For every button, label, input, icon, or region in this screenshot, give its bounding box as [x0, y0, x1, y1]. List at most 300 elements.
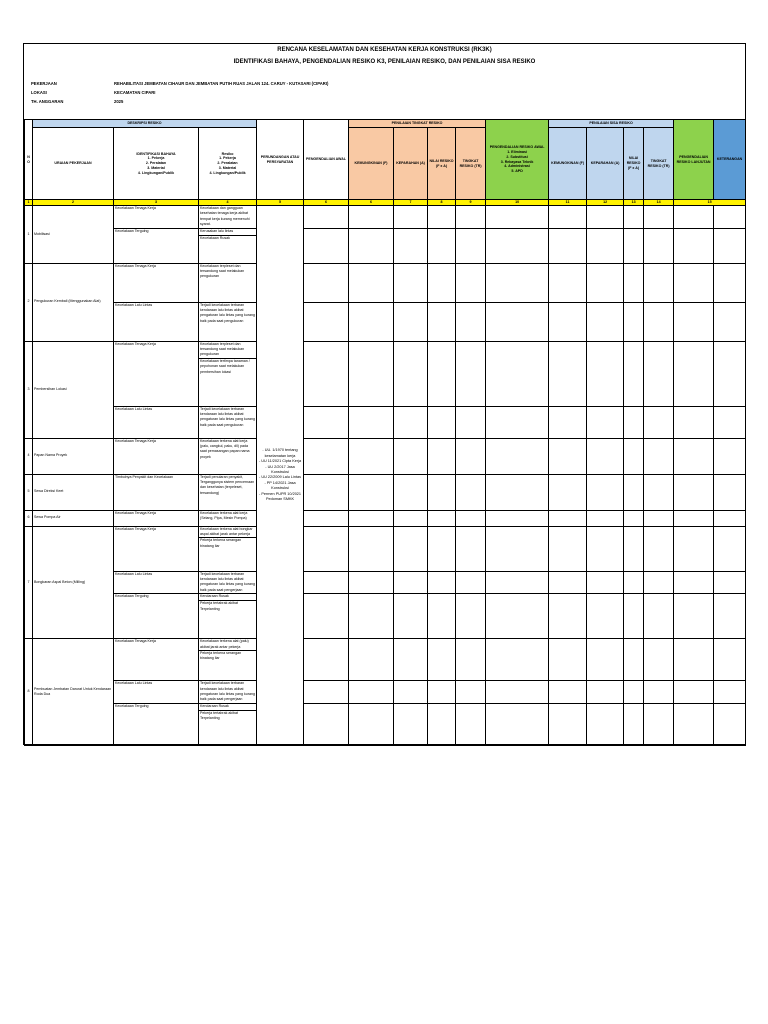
header-keparahan: KEPARAHAN (A)	[394, 128, 428, 200]
empty-cell	[714, 571, 746, 594]
empty-cell	[644, 341, 674, 406]
uraian-pekerjaan: Sewa Pompa Air	[33, 510, 114, 526]
empty-cell	[674, 438, 714, 474]
header-no: NO	[25, 120, 33, 200]
empty-cell	[349, 474, 394, 510]
pekerjaan-value: REHABILITASI JEMBATAN CIHAUR DAN JEMBATAN PUTIH RUAS JALAN 124. CARUY - KUTASARI (CIPARI)	[114, 81, 329, 86]
empty-cell	[304, 341, 349, 406]
empty-cell	[674, 302, 714, 341]
header-perundangan: PERUNDANGAN ATAU PERSYARATAN	[257, 120, 304, 200]
identifikasi-bahaya: Kecelakaan Tenaga Kerja	[114, 438, 199, 474]
empty-cell	[624, 594, 644, 639]
empty-cell	[549, 639, 587, 681]
empty-cell	[394, 474, 428, 510]
empty-cell	[486, 639, 549, 681]
resiko-cell	[199, 406, 257, 438]
empty-cell	[456, 228, 486, 263]
column-number: 5	[257, 200, 304, 206]
empty-cell	[587, 206, 624, 229]
empty-cell	[624, 228, 644, 263]
empty-cell	[549, 341, 587, 406]
uraian-pekerjaan: Sewa Direksi Keet	[33, 474, 114, 510]
empty-cell	[349, 510, 394, 526]
header-tingkat-sisa: TINGKAT RESIKO (TR)	[644, 128, 674, 200]
empty-cell	[349, 571, 394, 594]
empty-cell	[624, 703, 644, 745]
empty-cell	[428, 406, 456, 438]
empty-cell	[349, 206, 394, 229]
empty-cell	[486, 526, 549, 571]
empty-cell	[674, 681, 714, 704]
empty-cell	[394, 263, 428, 302]
empty-cell	[394, 594, 428, 639]
resiko-text: Kecelakaan terkena alat kerja (palu, cangkul, paku, dll) pada saat pemasangan papan nama proyek	[200, 438, 250, 459]
column-number: 6	[304, 200, 349, 206]
resiko-text: Pekerja terkena serangan binatang liar	[200, 538, 242, 548]
uraian-pekerjaan: Pembersihan Lokasi	[33, 341, 114, 438]
column-number: 3	[114, 200, 199, 206]
empty-cell	[549, 594, 587, 639]
table-row	[25, 639, 746, 681]
empty-cell	[394, 681, 428, 704]
empty-cell	[624, 571, 644, 594]
resiko-cell	[199, 571, 257, 594]
resiko-cell	[199, 206, 257, 229]
empty-cell	[644, 571, 674, 594]
empty-cell	[714, 681, 746, 704]
empty-cell	[394, 228, 428, 263]
column-number: 12	[587, 200, 624, 206]
empty-cell	[304, 510, 349, 526]
empty-cell	[304, 526, 349, 571]
identifikasi-bahaya: Kecelakaan Tenaga Kerja	[114, 510, 199, 526]
resiko-cell	[199, 703, 257, 745]
column-number: 6	[349, 200, 394, 206]
empty-cell	[349, 341, 394, 406]
identifikasi-bahaya: Kecelakaan Tenaga Kerja	[114, 341, 199, 406]
empty-cell	[486, 510, 549, 526]
empty-cell	[304, 594, 349, 639]
resiko-text: Kecelakaan dan gangguan kesehatan tenaga kerja akibat tempat kerja kurang memenuhi syarat.	[200, 206, 250, 227]
empty-cell	[456, 526, 486, 571]
row-number: 8	[25, 639, 33, 746]
empty-cell	[549, 206, 587, 229]
empty-cell	[674, 639, 714, 681]
table-row	[25, 228, 746, 263]
identifikasi-bahaya: Kecelakaan Lalu Lintas	[114, 681, 199, 704]
empty-cell	[349, 406, 394, 438]
empty-cell	[644, 228, 674, 263]
empty-cell	[644, 639, 674, 681]
empty-cell	[428, 703, 456, 745]
empty-cell	[394, 438, 428, 474]
empty-cell	[714, 406, 746, 438]
identifikasi-bahaya: Kecelakaan Tenaga Kerja	[114, 263, 199, 302]
empty-cell	[394, 526, 428, 571]
column-number: 13	[624, 200, 644, 206]
empty-cell	[456, 263, 486, 302]
empty-cell	[624, 341, 644, 406]
header-nilai: NILAI RESIKO (F x A)	[428, 128, 456, 200]
row-number: 4	[25, 438, 33, 474]
empty-cell	[394, 302, 428, 341]
resiko-text: Pekerja tertabrak akibat Terpelanting	[200, 601, 238, 611]
empty-cell	[486, 474, 549, 510]
empty-cell	[587, 302, 624, 341]
empty-cell	[644, 406, 674, 438]
empty-cell	[394, 406, 428, 438]
empty-cell	[304, 681, 349, 704]
empty-cell	[349, 302, 394, 341]
table-row	[25, 263, 746, 302]
empty-cell	[349, 228, 394, 263]
tahun-anggaran-value: 2025	[114, 99, 124, 104]
empty-cell	[349, 438, 394, 474]
empty-cell	[486, 341, 549, 406]
empty-cell	[714, 263, 746, 302]
empty-cell	[486, 571, 549, 594]
empty-cell	[674, 510, 714, 526]
empty-cell	[587, 510, 624, 526]
header-identifikasi: IDENTIFIKASI BAHAYA 1. Pekerja 2. Peralatan 3. Material 4. Lingkungan/Publik	[114, 128, 199, 200]
table-row	[25, 438, 746, 474]
lokasi-value: KECAMATAN CIPARI	[114, 90, 156, 95]
empty-cell	[549, 703, 587, 745]
header-kemungkinan-sisa: KEMUNGKINAN (F)	[549, 128, 587, 200]
identifikasi-bahaya: Timbulnya Penyakit dan Kecelakaan	[114, 474, 199, 510]
header-kemungkinan: KEMUNGKINAN (F)	[349, 128, 394, 200]
empty-cell	[674, 341, 714, 406]
header-keparahan-sisa: KEPARAHAN (A)	[587, 128, 624, 200]
empty-cell	[456, 206, 486, 229]
empty-cell	[456, 703, 486, 745]
empty-cell	[349, 681, 394, 704]
empty-cell	[624, 510, 644, 526]
header-pengendalian-awal: PENGENDALIAN AWAL	[304, 120, 349, 200]
perundangan-text: - UU. 1/1970 tentang keselamatan kerja - UU 11/2021 Cipta Kerja - UU 2/2017 Jasa Konstruksi - UU 22/2009 Lalu Lintas - PP 14/2021 Jasa Konstruksi - Permen PUPR 10/2021 Pedoman SMKK	[257, 206, 304, 746]
empty-cell	[624, 474, 644, 510]
empty-cell	[644, 510, 674, 526]
resiko-cell	[199, 474, 257, 510]
empty-cell	[394, 341, 428, 406]
empty-cell	[304, 263, 349, 302]
empty-cell	[428, 526, 456, 571]
resiko-cell	[199, 228, 257, 263]
table-row	[25, 341, 746, 406]
empty-cell	[428, 438, 456, 474]
empty-cell	[624, 406, 644, 438]
empty-cell	[624, 639, 644, 681]
resiko-text: Kerusakan lalu lintas	[199, 229, 256, 236]
header-sisa: PENILAIAN SISA RESIKO	[549, 120, 674, 128]
empty-cell	[674, 594, 714, 639]
empty-cell	[304, 438, 349, 474]
resiko-text: Terjadi penularan penyakit, Terganggunya sistem pencernaan dan kesehatan (terpeleset, tersandung)	[200, 474, 255, 495]
empty-cell	[456, 438, 486, 474]
table-row	[25, 703, 746, 745]
table-row	[25, 571, 746, 594]
empty-cell	[714, 526, 746, 571]
empty-cell	[714, 228, 746, 263]
row-number: 6	[25, 510, 33, 526]
empty-cell	[304, 571, 349, 594]
row-number: 1	[25, 206, 33, 264]
resiko-text: Pekerja terkena serangan binatang liar	[200, 651, 242, 661]
empty-cell	[587, 681, 624, 704]
empty-cell	[304, 474, 349, 510]
empty-cell	[674, 406, 714, 438]
header-nilai-sisa: NILAI RESIKO (F x A)	[624, 128, 644, 200]
uraian-pekerjaan: Pembuatan Jembatan Darurat Untuk Kendaraan Roda Dua	[33, 639, 114, 746]
identifikasi-bahaya: Kecelakaan Lalu Lintas	[114, 302, 199, 341]
empty-cell	[549, 474, 587, 510]
empty-cell	[456, 406, 486, 438]
header-pengendalian-resiko: PENGENDALIAN RESIKO AWAL 1. Eliminasi 2. Substitusi 3. Rekayasa Teknik 4. Administrasi 5. APD	[486, 120, 549, 200]
resiko-text: Kendaraan Rusak	[199, 704, 256, 711]
resiko-text: Kendaraan Rusak	[199, 594, 256, 601]
identifikasi-bahaya: Kecelakaan Tergulng	[114, 703, 199, 745]
empty-cell	[587, 341, 624, 406]
empty-cell	[714, 206, 746, 229]
table-row	[25, 474, 746, 510]
uraian-pekerjaan: Papan Nama Proyek	[33, 438, 114, 474]
empty-cell	[304, 703, 349, 745]
empty-cell	[456, 474, 486, 510]
uraian-pekerjaan: Pengukuran Kembali (Menggunakan Alat)	[33, 263, 114, 341]
empty-cell	[674, 703, 714, 745]
empty-cell	[486, 206, 549, 229]
empty-cell	[394, 571, 428, 594]
empty-cell	[674, 526, 714, 571]
empty-cell	[714, 302, 746, 341]
empty-cell	[587, 406, 624, 438]
empty-cell	[624, 206, 644, 229]
resiko-text: Kecelakaan Rusak	[200, 235, 230, 240]
empty-cell	[624, 263, 644, 302]
resiko-cell	[199, 681, 257, 704]
empty-cell	[549, 302, 587, 341]
resiko-cell	[199, 341, 257, 406]
column-number: 14	[644, 200, 674, 206]
empty-cell	[428, 341, 456, 406]
empty-cell	[644, 594, 674, 639]
empty-cell	[304, 639, 349, 681]
resiko-text: Kecelakaan terkena alat (palu) akibat jarak antar pekerja	[199, 639, 256, 651]
column-number: 1	[25, 200, 33, 206]
empty-cell	[304, 228, 349, 263]
empty-cell	[486, 681, 549, 704]
empty-cell	[644, 206, 674, 229]
table-row	[25, 302, 746, 341]
header-penilaian: PENILAIAN TINGKAT RESIKO	[349, 120, 486, 128]
empty-cell	[549, 228, 587, 263]
empty-cell	[644, 703, 674, 745]
empty-cell	[644, 526, 674, 571]
empty-cell	[486, 302, 549, 341]
resiko-cell	[199, 639, 257, 681]
column-number: 2	[33, 200, 114, 206]
column-number: 9	[456, 200, 486, 206]
empty-cell	[428, 302, 456, 341]
empty-cell	[624, 681, 644, 704]
empty-cell	[714, 474, 746, 510]
empty-cell	[456, 571, 486, 594]
empty-cell	[644, 263, 674, 302]
table-row	[25, 681, 746, 704]
table-row	[25, 206, 746, 229]
empty-cell	[674, 474, 714, 510]
empty-cell	[587, 228, 624, 263]
resiko-text: Kecelakaan terpleset dan tersandung saat melakukan pengukuran	[200, 263, 245, 279]
identifikasi-bahaya: Kecelakaan Tergulng	[114, 228, 199, 263]
empty-cell	[349, 594, 394, 639]
rk3k-sheet	[23, 43, 746, 745]
empty-cell	[304, 206, 349, 229]
column-number: 11	[549, 200, 587, 206]
empty-cell	[587, 703, 624, 745]
column-number: 10	[486, 200, 549, 206]
empty-cell	[587, 571, 624, 594]
empty-cell	[456, 341, 486, 406]
empty-cell	[428, 594, 456, 639]
pekerjaan-label: PEKERJAAN	[31, 81, 57, 86]
empty-cell	[456, 510, 486, 526]
uraian-pekerjaan: Mobilisasi	[33, 206, 114, 264]
empty-cell	[549, 681, 587, 704]
resiko-text: Terjadi kecelakaan terbaran kendaraan lalu lintas akibat pengaturan lalu lintas yang kurang baik pada saat pengukuran	[200, 406, 255, 427]
empty-cell	[394, 639, 428, 681]
empty-cell	[349, 263, 394, 302]
empty-cell	[624, 302, 644, 341]
empty-cell	[394, 510, 428, 526]
resiko-text: Kecelakaan tertimpa tanaman / pepohonan saat melakukan pembersihan lokasi	[200, 358, 250, 374]
table-row	[25, 406, 746, 438]
resiko-cell	[199, 302, 257, 341]
empty-cell	[587, 438, 624, 474]
resiko-text: Terjadi kecelakaan terbaran kendaraan lalu lintas akibat pengaturan lalu lintas yang kurang baik pada saat pengerjaan	[200, 571, 255, 592]
empty-cell	[486, 228, 549, 263]
empty-cell	[428, 681, 456, 704]
row-number: 3	[25, 341, 33, 438]
resiko-cell	[199, 438, 257, 474]
empty-cell	[549, 571, 587, 594]
empty-cell	[549, 406, 587, 438]
empty-cell	[486, 438, 549, 474]
document-subtitle: IDENTIFIKASI BAHAYA, PENGENDALIAN RESIKO K3, PENILAIAN RESIKO, DAN PENILAIAN SISA RESIKO	[233, 59, 536, 65]
empty-cell	[624, 526, 644, 571]
empty-cell	[674, 571, 714, 594]
column-number: 8	[428, 200, 456, 206]
empty-cell	[486, 703, 549, 745]
empty-cell	[714, 341, 746, 406]
empty-cell	[587, 263, 624, 302]
empty-cell	[428, 571, 456, 594]
empty-cell	[587, 526, 624, 571]
resiko-cell	[199, 263, 257, 302]
empty-cell	[428, 510, 456, 526]
row-number: 5	[25, 474, 33, 510]
empty-cell	[349, 703, 394, 745]
table-row	[25, 526, 746, 571]
header-keterangan: KETERANGAN	[714, 120, 746, 200]
header-resiko: Resiko 1. Pekerja 2. Peralatan 3. Material 4. Lingkungan/Publik	[199, 128, 257, 200]
empty-cell	[549, 526, 587, 571]
resiko-cell	[199, 510, 257, 526]
uraian-pekerjaan: Bongkaran Aspal Beton (Milling)	[33, 526, 114, 639]
resiko-cell	[199, 526, 257, 571]
empty-cell	[587, 639, 624, 681]
row-number: 2	[25, 263, 33, 341]
empty-cell	[428, 206, 456, 229]
empty-cell	[549, 510, 587, 526]
header-deskripsi: DESKRIPSI RESIKO	[33, 120, 257, 128]
resiko-text: Terjadi kecelakaan terbaran kendaraan lalu lintas akibat pengaturan lalu lintas yang kurang baik pada saat pengukuran	[200, 302, 255, 323]
resiko-text: Kecelakaan terpleset dan tersandung saat melakukan pengukuran	[199, 342, 256, 359]
risk-table	[24, 119, 746, 746]
empty-cell	[714, 703, 746, 745]
empty-cell	[349, 639, 394, 681]
header-tingkat: TINGKAT RESIKO (TR)	[456, 128, 486, 200]
identifikasi-bahaya: Kecelakaan Tenaga Kerja	[114, 206, 199, 229]
empty-cell	[644, 302, 674, 341]
resiko-text: Pekerja tertabrak akibat Terpelanting	[200, 710, 238, 721]
header-lanjutan: PENGENDALIAN RESIKO LANJUTAN	[674, 120, 714, 200]
column-number: 4	[199, 200, 257, 206]
header-uraian: URAIAN PEKERJAAN	[33, 128, 114, 200]
empty-cell	[304, 406, 349, 438]
empty-cell	[428, 474, 456, 510]
identifikasi-bahaya: Kecelakaan Lalu Lintas	[114, 406, 199, 438]
empty-cell	[714, 594, 746, 639]
empty-cell	[394, 206, 428, 229]
empty-cell	[486, 263, 549, 302]
resiko-text: Kecelakaan terkena alat kerja (Selang, Pipa, Mesin Pompa)	[200, 510, 248, 521]
empty-cell	[644, 474, 674, 510]
table-row	[25, 594, 746, 639]
tahun-anggaran-label: TH. ANGGARAN	[31, 99, 64, 104]
empty-cell	[714, 510, 746, 526]
empty-cell	[428, 639, 456, 681]
empty-cell	[714, 438, 746, 474]
resiko-text: Terjadi kecelakaan terbaran kendaraan lalu lintas akibat pengaturan lalu lintas yang kurang baik pada saat pengerjaan	[200, 681, 255, 702]
identifikasi-bahaya: Kecelakaan Tenaga Kerja	[114, 639, 199, 681]
empty-cell	[428, 228, 456, 263]
empty-cell	[674, 263, 714, 302]
identifikasi-bahaya: Kecelakaan Tergulng	[114, 594, 199, 639]
empty-cell	[456, 594, 486, 639]
empty-cell	[714, 639, 746, 681]
empty-cell	[394, 703, 428, 745]
empty-cell	[587, 474, 624, 510]
empty-cell	[456, 639, 486, 681]
resiko-cell	[199, 594, 257, 639]
empty-cell	[349, 526, 394, 571]
empty-cell	[486, 594, 549, 639]
empty-cell	[304, 302, 349, 341]
resiko-text: Kecelakaan terkena alat bongkar aspal akibat jarak antar pekerja	[199, 527, 256, 539]
identifikasi-bahaya: Kecelakaan Tenaga Kerja	[114, 526, 199, 571]
row-number: 7	[25, 526, 33, 639]
empty-cell	[549, 438, 587, 474]
identifikasi-bahaya: Kecelakaan Lalu Lintas	[114, 571, 199, 594]
document-title: RENCANA KESELAMATAN DAN KESEHATAN KERJA KONSTRUKSI (RK3K)	[277, 47, 492, 53]
table-row	[25, 510, 746, 526]
column-number: 15	[674, 200, 746, 206]
empty-cell	[674, 228, 714, 263]
empty-cell	[644, 681, 674, 704]
empty-cell	[644, 438, 674, 474]
column-number: 7	[394, 200, 428, 206]
